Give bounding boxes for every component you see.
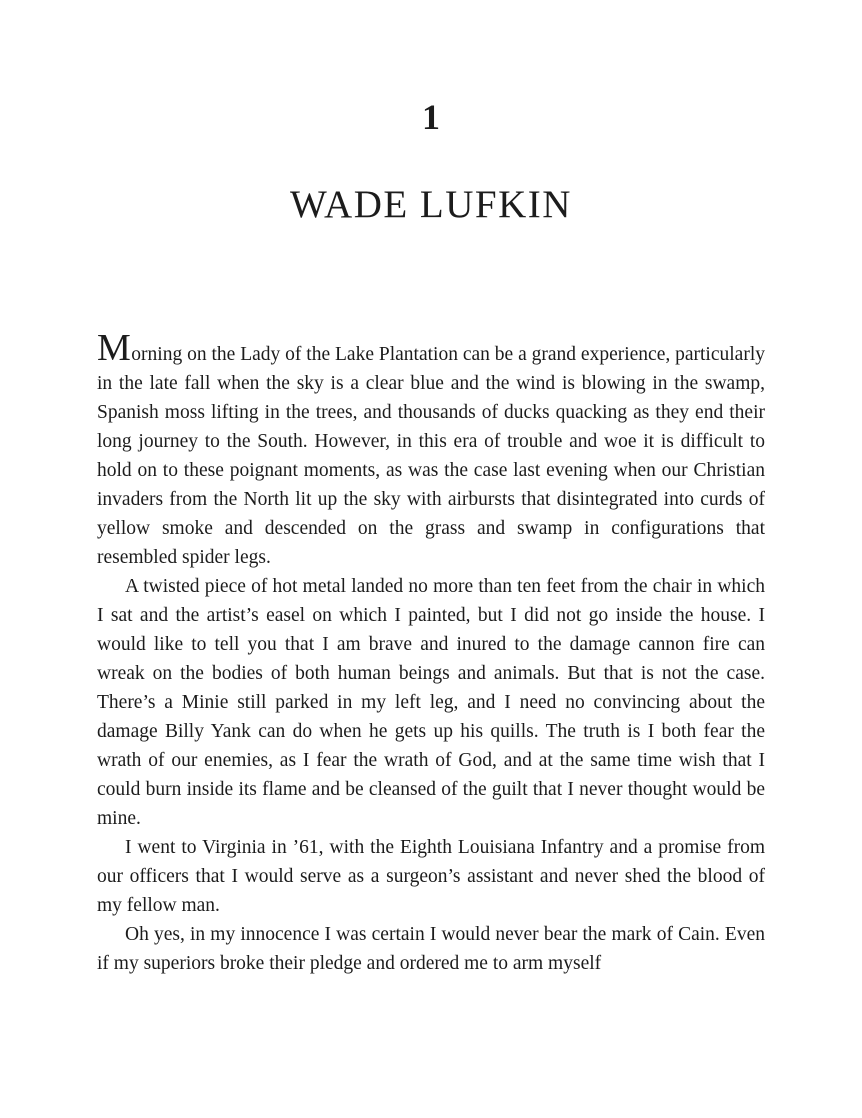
paragraph-4: Oh yes, in my innocence I was certain I would never bear the mark of Cain. Even if my superiors broke their pledge and ordered me to arm myself	[97, 924, 765, 974]
raised-initial-cap: M	[97, 327, 132, 369]
chapter-title: WADE LUFKIN	[290, 183, 572, 226]
paragraph-opening	[97, 327, 765, 572]
paragraph-2: A twisted piece of hot metal landed no more than ten feet from the chair in which I sat and the artist’s easel on which I painted, but I did not go inside the house. I would like to tell you that I am brave and inured to the damage cannon fire can wreak on the bodies of both human beings and animals. But that is not the case. There’s a Minie still parked in my left leg, and I need no convincing about the damage Billy Yank can do when he gets up his quills. The truth is I both fear the wrath of our enemies, as I fear the wrath of God, and at the same time wish that I could burn inside its flame and be cleansed of the guilt that I never thought would be mine.	[97, 576, 765, 829]
chapter-number: 1	[422, 97, 440, 137]
body-text	[97, 327, 765, 978]
paragraph-3: I went to Virginia in ’61, with the Eighth Louisiana Infantry and a promise from our officers that I would serve as a surgeon’s assistant and never shed the blood of my fellow man.	[97, 837, 765, 916]
paragraph-opening-text: orning on the Lady of the Lake Plantation can be a grand experience, particularly in the late fall when the sky is a clear blue and the wind is blowing in the swamp, Spanish moss lifting in the trees, and thousands of ducks quacking as they end their long journey to the South. However, in this era of trouble and woe it is difficult to hold on to these poignant moments, as was the case last evening when our Christian invaders from the North lit up the sky with airbursts that disintegrated into curds of yellow smoke and descended on the grass and swamp in configurations that resembled spider legs.	[97, 344, 765, 568]
